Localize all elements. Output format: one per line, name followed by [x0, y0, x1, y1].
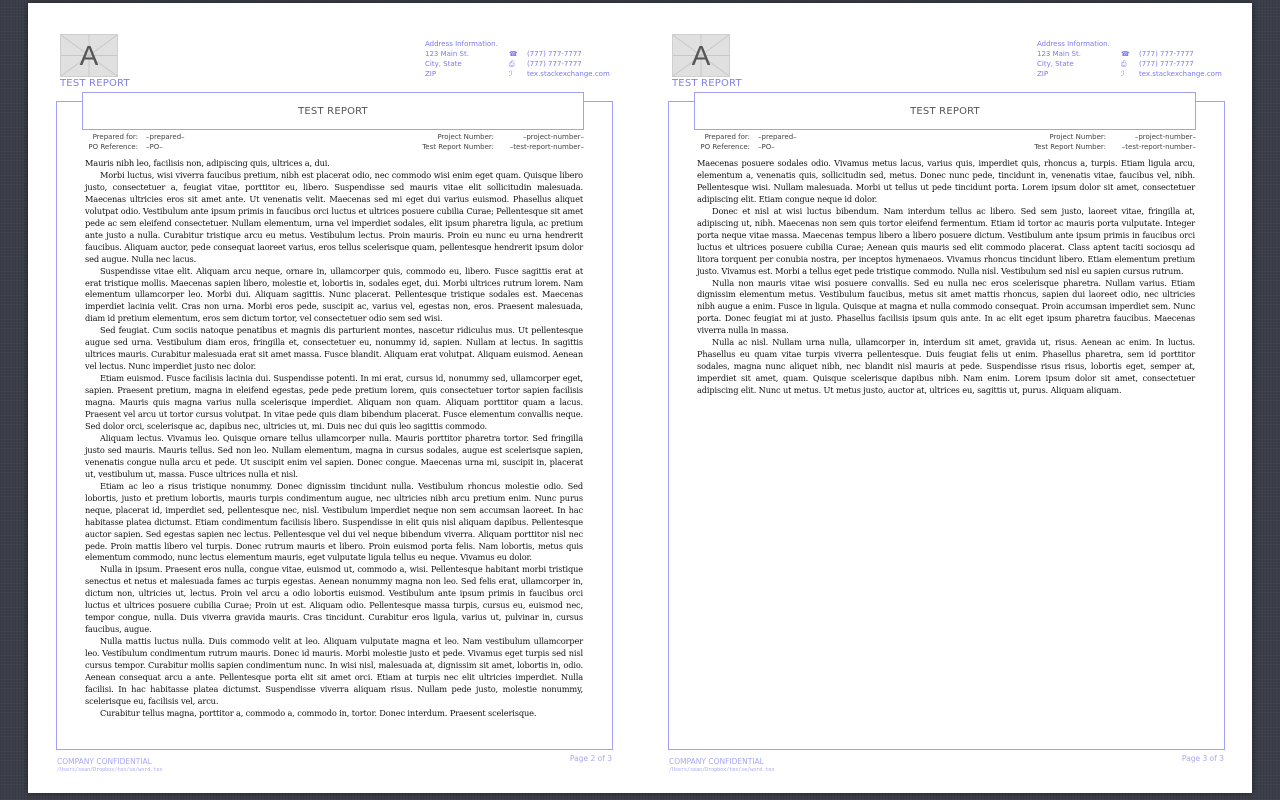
meta-right [398, 133, 584, 152]
page-number: Page 3 of 3 [1181, 754, 1224, 763]
body-text [697, 158, 1195, 397]
paragraph: Nulla in ipsum. Praesent eros nulla, congue vitae, euismod ut, commodo a, wisi. Pellentesque habitant morbi tristique senectus et netus et malesuada fames ac turpis egestas. Aenean nonummy magna non leo. Sed felis erat, ullamcorper in, dictum non, ultricies ut, lectus. Proin vel arcu a odio lobortis euismod. Vestibulum ante ipsum primis in faucibus orci luctus et ultrices posuere cubilia Curae; Proin ut est. Aliquam odio. Pellentesque massa turpis, cursus eu, euismod nec, tempor congue, nulla. Duis viverra gravida mauris. Cras tincidunt. Curabitur eros ligula, varius ut, pulvinar in, cursus faucibus, augue. [85, 564, 583, 635]
address-zip: ZIP [425, 70, 437, 78]
project-number-label: Project Number: [437, 133, 494, 141]
paragraph: Etiam euismod. Fusce facilisis lacinia dui. Suspendisse potenti. In mi erat, cursus id, nonummy sed, ullamcorper eget, sapien. Praesent pretium, magna in eleifend egestas, pede pede pretium lorem, quis consectetuer tortor sapien facilisis magna. Mauris quis magna varius nulla scelerisque imperdiet. Aliquam non quam. Aliquam porttitor quam a lacus. Praesent vel arcu ut tortor cursus volutpat. In vitae pede quis diam bibendum placerat. Fusce elementum convallis neque. Sed dolor orci, scelerisque ac, dapibus nec, ultricies ut, mi. Duis nec dui quis leo sagittis commodo. [85, 373, 583, 431]
prepared-for-label: Prepared for: [92, 133, 138, 141]
project-number-value: –project-number– [1134, 133, 1196, 141]
address-heading: Address Information. [1037, 40, 1110, 48]
logo-placeholder-image [672, 34, 730, 77]
frame-divider [668, 101, 694, 102]
prepared-for-value: –prepared– [146, 133, 185, 141]
prepared-for-value: –prepared– [758, 133, 797, 141]
address-block [425, 39, 625, 79]
paragraph: Aliquam lectus. Vivamus leo. Quisque ornare tellus ullamcorper nulla. Mauris porttitor pharetra tortor. Sed fringilla justo sed mauris. Mauris tellus. Sed non leo. Nullam elementum, magna in cursus sodales, augue est scelerisque sapien, venenatis congue nulla arcu et pede. Ut suscipit enim vel sapien. Donec congue. Maecenas urna mi, suscipit in, placerat ut, vestibulum ut, massa. Fusce ultrices nulla et nisl. [85, 432, 583, 479]
address-city-state: City, State [1037, 60, 1074, 68]
phone-icon: ☎ [509, 50, 518, 58]
report-title: TEST REPORT [82, 92, 584, 130]
address-city-state: City, State [425, 60, 462, 68]
phone-number: (777) 777-7777 [527, 50, 582, 58]
frame-divider [56, 101, 82, 102]
test-report-number-label: Test Report Number: [422, 142, 494, 151]
footer-confidential: COMPANY CONFIDENTIAL [57, 757, 152, 766]
meta-left [680, 133, 797, 152]
document-viewer[interactable] [28, 3, 1252, 793]
address-street: 123 Main St. [1037, 50, 1081, 58]
frame-divider [582, 101, 612, 102]
fax-number: (777) 777-7777 [1139, 60, 1194, 68]
page-number: Page 2 of 3 [569, 754, 612, 763]
website-link[interactable]: tex.stackexchange.com [527, 70, 610, 78]
phone-number: (777) 777-7777 [1139, 50, 1194, 58]
test-report-number-value: –test-report-number– [1121, 142, 1196, 151]
paragraph: Nulla mattis luctus nulla. Duis commodo velit at leo. Aliquam vulputate magna et leo. Nam vestibulum ullamcorper leo. Vestibulum condimentum rutrum mauris. Donec id mauris. Morbi molestie justo et pede. Vivamus eget turpis sed nisl cursus tempor. Curabitur mollis sapien condimentum nunc. In wisi nisl, malesuada at, dignissim sit amet, lobortis in, odio. Aenean consequat arcu a ante. Pellentesque porta elit sit amet orci. Etiam at turpis nec elit ultricies imperdiet. Nulla facilisi. In hac habitasse platea dictumst. Suspendisse viverra aliquam risus. Nullam pede justo, molestie nonummy, scelerisque eu, facilisis vel, arcu. [85, 636, 583, 706]
po-reference-label: PO Reference: [700, 142, 750, 151]
logo-caption: TEST REPORT [672, 78, 742, 89]
logo-placeholder-image [60, 34, 118, 77]
po-reference-value: –PO– [146, 142, 163, 151]
web-icon: ℐ [509, 70, 513, 78]
paragraph: Curabitur tellus magna, porttitor a, commodo a, commodo in, tortor. Donec interdum. Praesent scelerisque. [100, 707, 537, 718]
address-street: 123 Main St. [425, 50, 469, 58]
web-icon: ℐ [1121, 70, 1125, 78]
paragraph: Suspendisse vitae elit. Aliquam arcu neque, ornare in, ullamcorper quis, commodo eu, libero. Fusce sagittis erat at erat tristique mollis. Maecenas sapien libero, molestie et, lobortis in, sodales eget, dui. Morbi ultrices rutrum lorem. Nam elementum ullamcorper leo. Morbi dui. Aliquam sagittis. Nunc placerat. Pellentesque tristique sodales est. Maecenas imperdiet lacinia velit. Cras non urna. Morbi eros pede, suscipit ac, varius vel, egestas non, eros. Praesent malesuada, diam id pretium elementum, eros sem dictum tortor, vel consectetuer odio sem sed wisi. [85, 265, 583, 324]
paragraph: Mauris nibh leo, facilisis non, adipiscing quis, ultrices a, dui. [85, 158, 330, 168]
footer-file-path: /Users/sean/Dropbox/tex/se/word.tex [669, 767, 775, 773]
website-link[interactable]: tex.stackexchange.com [1139, 70, 1222, 78]
fax-icon: ⎙ [1121, 60, 1127, 68]
report-title: TEST REPORT [694, 92, 1196, 130]
address-zip: ZIP [1037, 70, 1049, 78]
paragraph: Sed feugiat. Cum sociis natoque penatibus et magnis dis parturient montes, nascetur ridiculus mus. Ut pellentesque augue sed urna. Vestibulum diam eros, fringilla et, consectetuer eu, nonummy id, sapien. Nullam at lectus. In sagittis ultrices mauris. Curabitur malesuada erat sit amet massa. Fusce blandit. Aliquam erat volutpat. Aliquam euismod. Aenean vel lectus. Nunc imperdiet justo nec dolor. [85, 325, 583, 372]
meta-left [68, 133, 185, 152]
paragraph: Morbi luctus, wisi viverra faucibus pretium, nibh est placerat odio, nec commodo wisi enim eget quam. Quisque libero justo, consectetuer a, feugiat vitae, porttitor eu, libero. Suspendisse sed mauris vitae elit sollicitudin malesuada. Maecenas ultricies eros sit amet ante. Ut venenatis velit. Maecenas sed mi eget dui varius euismod. Phasellus aliquet volutpat odio. Vestibulum ante ipsum primis in faucibus orci luctus et ultrices posuere cubilia Curae; Pellentesque sit amet pede ac sem eleifend consectetuer. Nullam elementum, urna vel imperdiet sodales, elit ipsum pharetra ligula, ac pretium ante justo a nulla. Curabitur tristique arcu eu metus. Vestibulum lectus. Proin mauris. Proin eu nunc eu urna hendrerit faucibus. Aliquam auctor, pede consequat laoreet varius, eros tellus scelerisque quam, pellentesque hendrerit ipsum dolor sed augue. Nulla nec lacus. [85, 169, 583, 264]
logo-letter: A [79, 40, 99, 71]
project-number-label: Project Number: [1049, 133, 1106, 141]
po-reference-label: PO Reference: [88, 142, 138, 151]
project-number-value: –project-number– [522, 133, 584, 141]
paragraph: Etiam ac leo a risus tristique nonummy. Donec dignissim tincidunt nulla. Vestibulum rhoncus molestie odio. Sed lobortis, justo et pretium lobortis, mauris turpis condimentum augue, nec ultricies nibh arcu pretium enim. Nunc purus neque, placerat id, imperdiet sed, pellentesque nec, nisl. Vestibulum imperdiet neque non sem accumsan laoreet. In hac habitasse platea dictumst. Etiam condimentum facilisis libero. Suspendisse in elit quis nisl aliquam dapibus. Pellentesque auctor sapien. Sed egestas sapien nec lectus. Pellentesque vel dui vel neque bibendum viverra. Aliquam porttitor nisl nec pede. Proin mattis libero vel turpis. Donec rutrum mauris et libero. Proin euismod porta felis. Nam lobortis, metus quis elementum commodo, nunc lectus elementum mauris, eget vulputate ligula tellus eu neque. Vivamus eu dolor. [85, 480, 583, 563]
po-reference-value: –PO– [758, 142, 775, 151]
test-report-number-value: –test-report-number– [509, 142, 584, 151]
paragraph: Nulla ac nisl. Nullam urna nulla, ullamcorper in, interdum sit amet, gravida ut, risus. Aenean ac enim. In luctus. Phasellus eu quam vitae turpis viverra pellentesque. Duis feugiat felis ut enim. Phasellus pharetra, sem id porttitor sodales, magna nunc aliquet nibh, nec blandit nisl mauris at pede. Suspendisse risus risus, lobortis eget, semper at, imperdiet sit amet, quam. Quisque scelerisque dapibus nibh. Nam enim. Lorem ipsum dolor sit amet, consectetuer adipiscing elit. Nunc ut metus. Ut metus justo, auctor at, ultrices eu, sagittis ut, purus. Aliquam aliquam. [697, 337, 1195, 396]
address-heading: Address Information. [425, 40, 498, 48]
meta-right [1010, 133, 1196, 152]
page-3 [640, 3, 1252, 793]
paragraph: Donec et nisl at wisi luctus bibendum. Nam interdum tellus ac libero. Sed sem justo, laoreet vitae, fringilla at, adipiscing ut, nibh. Maecenas non sem quis tortor eleifend fermentum. Etiam id tortor ac mauris porta vulputate. Integer porta neque vitae massa. Maecenas tempus libero a libero posuere dictum. Vestibulum ante ipsum primis in faucibus orci luctus et ultrices posuere cubilia Curae; Aenean quis mauris sed elit commodo placerat. Class aptent taciti sociosqu ad litora torquent per conubia nostra, per inceptos hymenaeos. Vivamus rhoncus tincidunt libero. Etiam elementum pretium justo. Vivamus est. Morbi a tellus eget pede tristique commodo. Nulla nisl. Vestibulum sed nisl eu sapien cursus rutrum. [697, 205, 1195, 276]
phone-icon: ☎ [1121, 50, 1130, 58]
prepared-for-label: Prepared for: [704, 133, 750, 141]
test-report-number-label: Test Report Number: [1034, 142, 1106, 151]
logo-letter: A [691, 40, 711, 71]
logo-caption: TEST REPORT [60, 78, 130, 89]
footer-confidential: COMPANY CONFIDENTIAL [669, 757, 764, 766]
fax-icon: ⎙ [509, 60, 515, 68]
frame-divider [1194, 101, 1224, 102]
address-block [1037, 39, 1237, 79]
body-text [85, 158, 583, 720]
paragraph: Maecenas posuere sodales odio. Vivamus metus lacus, varius quis, imperdiet quis, rhoncus a, turpis. Etiam ligula arcu, elementum a, venenatis quis, sollicitudin sed, metus. Donec nunc pede, tincidunt in, venenatis vitae, faucibus vel, nibh. Pellentesque wisi. Nullam malesuada. Morbi ut tellus ut pede tincidunt porta. Lorem ipsum dolor sit amet, consectetuer adipiscing elit. Etiam congue neque id dolor. [697, 158, 1195, 204]
footer-file-path: /Users/sean/Dropbox/tex/se/word.tex [57, 767, 163, 773]
fax-number: (777) 777-7777 [527, 60, 582, 68]
paragraph: Nulla non mauris vitae wisi posuere convallis. Sed eu nulla nec eros scelerisque pharetra. Nullam varius. Etiam dignissim elementum metus. Vestibulum faucibus, metus sit amet mattis rhoncus, sapien dui laoreet odio, nec ultricies nibh augue a enim. Fusce in ligula. Quisque at magna et nulla commodo consequat. Proin accumsan imperdiet sem. Nunc porta. Donec feugiat mi at justo. Phasellus facilisis ipsum quis ante. In ac elit eget ipsum pharetra faucibus. Maecenas viverra nulla in massa. [697, 277, 1195, 336]
page-2 [28, 3, 640, 793]
